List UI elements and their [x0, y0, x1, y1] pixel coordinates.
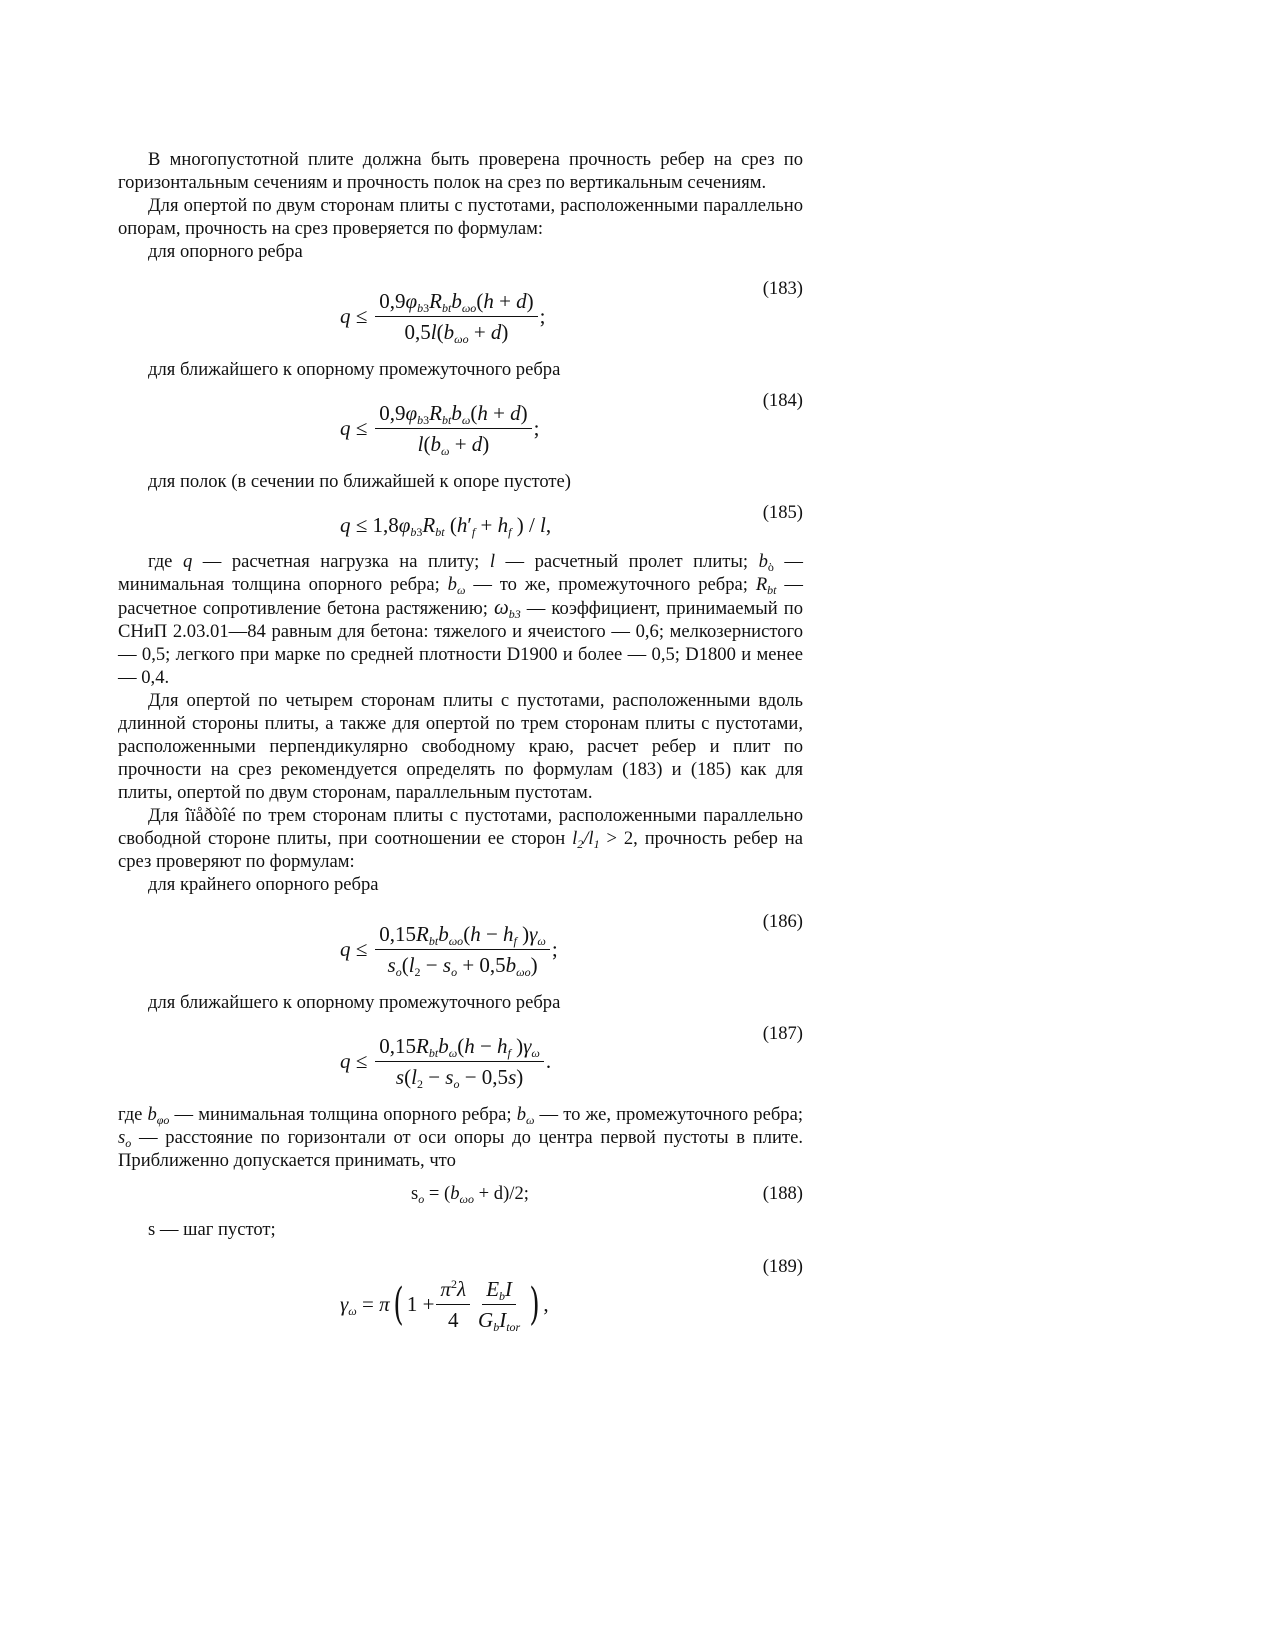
label-support-rib: для опорного ребра: [148, 241, 303, 262]
label-intermediate-rib-2: для ближайшего к опорному промежуточного ребра: [148, 992, 561, 1013]
formula-186: q ≤ $\frac{0,15R_{bt}b_{\omega o}(h - h_f )\gamma_\omega}{s_o(l_2 - s_o + 0,5b_{\omega o})}$ ;: [340, 922, 558, 979]
paragraph-definitions-2: где $b_{\varphi o}$ — минимальная толщина опорного ребра; $b_\omega$ — то же, промежуточного ребра; $s_o$ — расстояние по горизонтали от оси опоры до центра первой пустоты в плите. Приближенно допускается принимать, что: [118, 1104, 803, 1171]
paragraph-three-sides: Для îïåðòîé по трем сторонам плиты с пустотами, расположенными параллельно свободной стороне плиты, при соотношении ее сторон $l_2/l_1 > 2$, прочность ребер на срез проверяют по формулам:: [118, 805, 803, 872]
paragraph-intro: В многопустотной плите должна быть проверена прочность ребер на срез по горизонтальным сечениям и прочность полок на срез по вертикальным сечениям.: [118, 149, 803, 193]
formula-187: q ≤ $\frac{0,15R_{bt}b_\omega(h - h_f )\gamma_\omega}{s(l_2 - s_o - 0,5s)}$ .: [340, 1034, 552, 1091]
paragraph-definitions-1: где q — расчетная нагрузка на плиту; l — расчетный пролет плиты; $b_ὸ$ — минимальная толщина опорного ребра; $b_\omega$ — то же, промежуточного ребра; $R_{bt}$ — расчетное сопротивление бетона растяжению; $\omega_{b3}$ — коэффициент, принимаемый по СНиП 2.03.01—84 равным для бетона: тяжелого и ячеистого — 0,6; мелкозернистого — 0,5; легкого при марке по средней плотности D1900 и более — 0,5; D1800 и менее — 0,4.: [118, 551, 804, 688]
label-intermediate-rib: для ближайшего к опорному промежуточного ребра: [148, 359, 561, 380]
paragraph-four-sides: Для опертой по четырем сторонам плиты с пустотами, расположенными вдоль длинной стороны плиты, а также для опертой по трем сторонам плиты с пустотами, расположенными перпендикулярно свободному краю, расчет ребер и плит по прочности на срез рекомендуется определять по формулам (183) и (185) как для плиты, опертой по двум сторонам, параллельным пустотам.: [118, 690, 803, 803]
equation-number-188: (188): [762, 1183, 803, 1204]
formula-184: q ≤ $\frac{0,9\varphi_{b3}R_{bt}b_\omega(h + d)}{l(b_\omega + d)}$ ;: [340, 401, 540, 458]
document-page: [118, 148, 803, 1342]
equation-number-183: (183): [762, 278, 803, 299]
label-flanges: для полок (в сечении по ближайшей к опоре пустоте): [148, 471, 571, 492]
equation-number-184: (184): [762, 390, 803, 411]
equation-number-186: (186): [762, 911, 803, 932]
label-edge-support-rib: для крайнего опорного ребра: [148, 874, 379, 895]
equation-number-187: (187): [762, 1023, 803, 1044]
formula-189: $\gamma_\omega = \pi$ ( 1 + $\frac{\pi^2\lambda}{4}$ $\frac{E_bI}{G_bI_{tor}}$ ) ,: [340, 1277, 549, 1334]
formula-183: q ≤ $\frac{0,9\varphi_{b3}R_{bt}b_{\omega o}(h + d)}{0,5l(b_{\omega o} + d)}$ ;: [340, 289, 546, 346]
paragraph-void-pitch: s — шаг пустот;: [148, 1219, 276, 1240]
equation-number-185: (185): [762, 502, 803, 523]
paragraph-two-sides: Для опертой по двум сторонам плиты с пустотами, расположенными параллельно опорам, прочность на срез проверяется по формулам:: [118, 195, 803, 239]
equation-number-189: (189): [762, 1256, 803, 1277]
formula-188: $s_o = (b_{\omega o} + d)/2$; (188): [411, 1183, 803, 1206]
formula-185: $q \le 1,8\varphi_{b3}R_{bt}$ ($h'_f + h_f$ ) / l,: [340, 513, 552, 539]
